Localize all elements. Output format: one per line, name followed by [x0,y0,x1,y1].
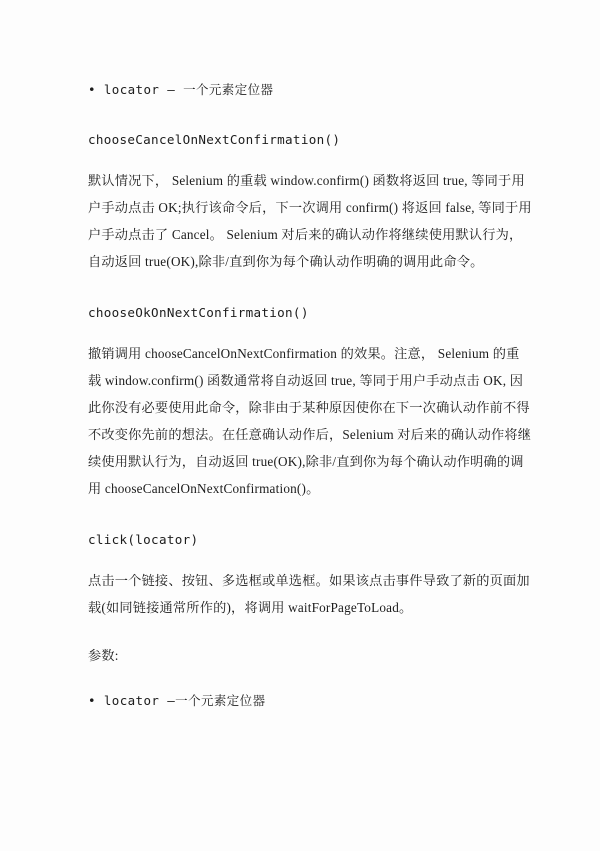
paragraph-click: 点击一个链接、按钮、多选框或单选框。如果该点击事件导致了新的页面加载(如同链接通常所作的)，将调用 waitForPageToLoad。 [88,572,530,615]
signature-choose-cancel: chooseCancelOnNextConfirmation() [88,132,341,148]
paragraph-choose-cancel: 默认情况下， Selenium 的重载 window.confirm() 函数将返回 true, 等同于用户手动点击 OK;执行该命令后，下一次调用 confirm() 将返回 false, 等同于用户手动点击了 Cancel。 Selenium 对后来的确认动作将继续使用默认行为，自动返回 true(OK),除非/直到你为每个确认动作明确的调用此命令。 [88,172,532,270]
bullet-locator-top: • locator – 一个元素定位器 [88,82,274,97]
document-body [88,78,532,713]
label-parameters: 参数: [88,647,119,663]
signature-choose-ok: chooseOkOnNextConfirmation() [88,305,309,321]
bullet-locator-bottom: • locator –一个元素定位器 [88,692,266,708]
signature-click: click(locator) [88,532,199,548]
paragraph-choose-ok: 撤销调用 chooseCancelOnNextConfirmation 的效果。注意， Selenium 的重载 window.confirm() 函数通常将自动返回 true, 等同于用户手动点击 OK, 因此你没有必要使用此命令，除非由于某种原因使你在下一次确认动作前不得不改变你先前的想法。在任意确认动作后，Selenium 对后来的确认动作将继续使用默认行为，自动返回 true(OK),除非/直到你为每个确认动作明确的调用 chooseCancelOnNextConfirmation()。 [88,345,532,497]
